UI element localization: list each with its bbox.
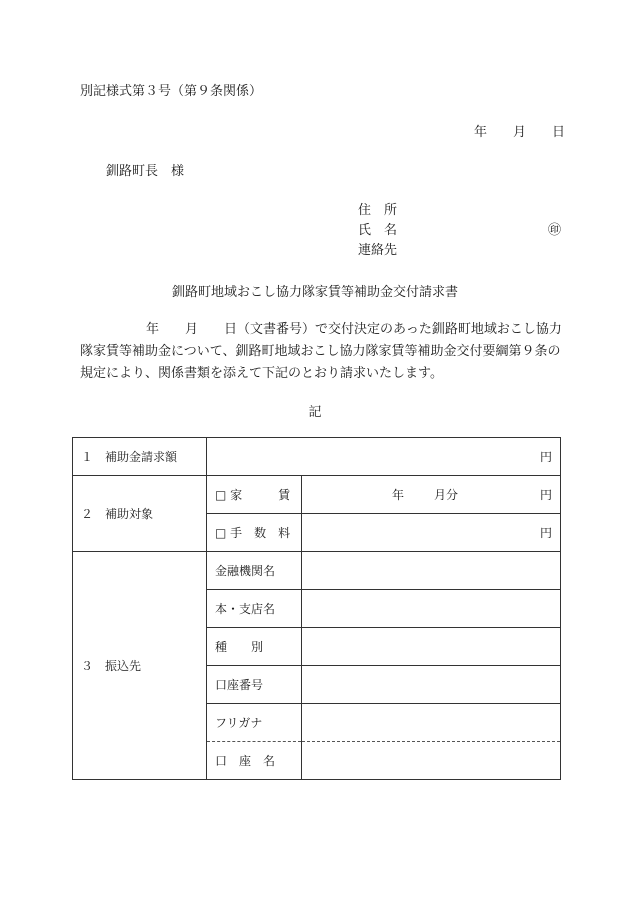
dist-label: フリガナ <box>215 716 263 730</box>
furigana-field[interactable] <box>302 704 561 742</box>
body-paragraph <box>80 319 570 385</box>
account-number-label <box>207 666 302 704</box>
fee-checkbox[interactable]: □ 手 数 料 <box>207 514 302 552</box>
seal-mark: ㊞ <box>547 223 561 238</box>
body-text: 年 月 日（文書番号）で交付決定のあった釧路町地域おこし協力隊家賃等補助金について、釧路町地域おこし協力隊家賃等補助金交付要綱第９条の規定により、関係書類を添えて下記のとおり請求いたします。 <box>80 322 562 381</box>
bank-name-field[interactable] <box>302 552 561 590</box>
applicant-block <box>358 201 561 261</box>
addressee: 釧路町長 様 <box>106 164 185 179</box>
fee-amount-field[interactable] <box>302 514 561 552</box>
claim-amount-field[interactable] <box>207 438 561 476</box>
furigana-label <box>207 704 302 742</box>
contact-label: 連絡先 <box>358 243 398 258</box>
form-reference: 別記様式第３号（第９条関係） <box>80 84 263 99</box>
address-row <box>358 201 561 221</box>
table-row <box>73 552 561 590</box>
account-name-field[interactable] <box>302 742 561 780</box>
rent-amount-field[interactable] <box>302 476 561 514</box>
yen-unit: 円 <box>539 526 552 540</box>
ki-heading: 記 <box>308 405 322 420</box>
account-type-label <box>207 628 302 666</box>
address-label: 住 所 <box>358 203 398 218</box>
document-title: 釧路町地域おこし協力隊家賃等補助金交付請求書 <box>171 285 458 300</box>
dist-label: 本・支店名 <box>215 602 276 616</box>
branch-name-label <box>207 590 302 628</box>
date-day: 日 <box>552 125 566 140</box>
dist-label: 口 座 名 <box>215 754 276 768</box>
transfer-label: ３ 振込先 <box>73 552 207 780</box>
date-year: 年 <box>474 125 488 140</box>
table-row <box>73 476 561 514</box>
name-label: 氏 名 <box>358 223 398 238</box>
rent-year: 年 <box>391 488 404 502</box>
table-row <box>73 438 561 476</box>
branch-name-field[interactable] <box>302 590 561 628</box>
bank-name-label <box>207 552 302 590</box>
rent-checkbox[interactable]: □ 家 賃 <box>207 476 302 514</box>
subsidy-target-label: ２ 補助対象 <box>73 476 207 552</box>
date-line <box>474 121 565 140</box>
account-name-label <box>207 742 302 780</box>
date-month: 月 <box>513 125 527 140</box>
account-number-field[interactable] <box>302 666 561 704</box>
claim-amount-label: １ 補助金請求額 <box>73 438 207 476</box>
contact-row <box>358 241 561 261</box>
name-row <box>358 221 561 241</box>
dist-label: 口座番号 <box>215 678 264 692</box>
yen-unit: 円 <box>539 450 552 464</box>
account-type-field[interactable] <box>302 628 561 666</box>
rent-month: 月分 <box>433 488 458 502</box>
dist-label: 種 別 <box>215 640 264 654</box>
dist-label: 金融機関名 <box>215 564 276 578</box>
claim-table <box>72 437 561 780</box>
yen-unit: 円 <box>539 488 552 502</box>
